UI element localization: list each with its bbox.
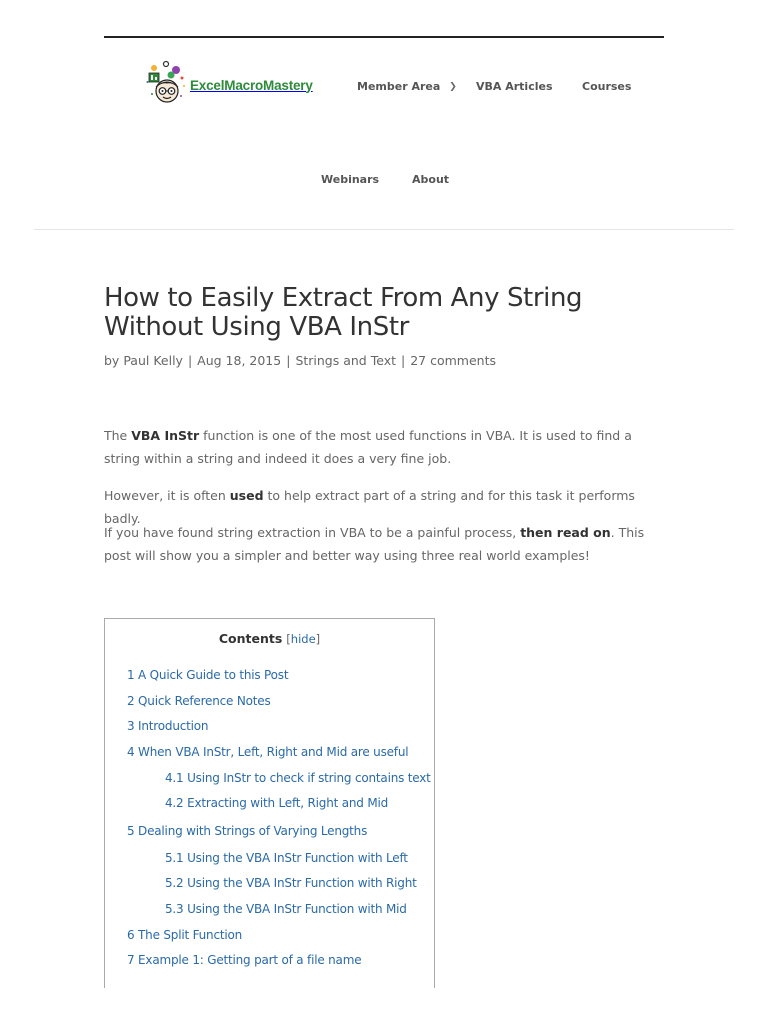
- toc-subitem[interactable]: 5.1 Using the VBA InStr Function with Left: [165, 851, 408, 865]
- table-of-contents: [104, 618, 435, 988]
- meta-separator: |: [401, 353, 406, 368]
- bold-text: VBA InStr: [131, 428, 200, 443]
- toc-subitem[interactable]: 4.2 Extracting with Left, Right and Mid: [165, 796, 389, 810]
- intro-paragraph-1: [104, 424, 664, 470]
- author-link[interactable]: Paul Kelly: [123, 353, 183, 368]
- toc-subitem[interactable]: 5.2 Using the VBA InStr Function with Right: [165, 876, 417, 890]
- logo-text: ExcelMacroMastery: [190, 77, 313, 93]
- toc-hide-link[interactable]: hide: [290, 632, 316, 646]
- nav-vba-articles[interactable]: VBA Articles: [476, 80, 553, 93]
- meta-by: by: [104, 353, 120, 368]
- nav-webinars[interactable]: Webinars: [321, 173, 380, 186]
- site-logo[interactable]: [146, 58, 313, 108]
- bold-text: used: [229, 488, 264, 503]
- text-span: If you have found string extraction in VBA to be a painful process,: [104, 525, 521, 540]
- toc-item[interactable]: 2 Quick Reference Notes: [127, 694, 271, 708]
- comments-link[interactable]: 27 comments: [410, 353, 496, 368]
- nav-member-area-label: Member Area: [357, 80, 441, 93]
- chevron-down-icon: ❯: [449, 82, 457, 92]
- category-link[interactable]: Strings and Text: [295, 353, 396, 368]
- toc-item[interactable]: 6 The Split Function: [127, 928, 243, 942]
- toc-item[interactable]: 3 Introduction: [127, 719, 209, 733]
- nav-member-area[interactable]: [357, 80, 457, 93]
- toc-item[interactable]: 5 Dealing with Strings of Varying Lengths: [127, 824, 368, 838]
- meta-separator: |: [286, 353, 291, 368]
- meta-separator: |: [187, 353, 193, 368]
- bold-text: then read on: [520, 525, 611, 540]
- intro-paragraph-3: [104, 521, 664, 567]
- nav-courses[interactable]: Courses: [582, 80, 632, 93]
- toc-header: [105, 631, 434, 646]
- header-divider: [34, 229, 734, 230]
- toc-title: Contents: [218, 631, 283, 646]
- toc-bracket: ]: [315, 632, 321, 646]
- text-span: . This post will show you a simpler and better way using three real world examples!: [104, 525, 645, 563]
- excel-mastery-mascot-icon: [146, 58, 186, 108]
- page-title: How to Easily Extract From Any String Without Using VBA InStr: [104, 283, 583, 342]
- toc-bracket: [: [286, 632, 291, 646]
- toc-item[interactable]: 7 Example 1: Getting part of a file name: [127, 953, 362, 967]
- text-span: function is one of the most used functions in VBA. It is used to find a string within a string and indeed it does a very fine job.: [104, 428, 632, 466]
- text-span: The: [104, 428, 132, 443]
- header-top-rule: [104, 36, 664, 38]
- nav-about[interactable]: About: [412, 173, 450, 186]
- toc-item[interactable]: 1 A Quick Guide to this Post: [127, 668, 289, 682]
- post-date: Aug 18, 2015: [197, 353, 282, 368]
- text-span: However, it is often: [104, 488, 230, 503]
- text-span: to help extract part of a string and for this task it performs badly.: [104, 488, 635, 526]
- toc-subitem[interactable]: 4.1 Using InStr to check if string contains text: [165, 771, 431, 785]
- post-meta: [104, 353, 496, 368]
- toc-subitem[interactable]: 5.3 Using the VBA InStr Function with Mid: [165, 902, 407, 916]
- toc-item[interactable]: 4 When VBA InStr, Left, Right and Mid are useful: [127, 745, 409, 759]
